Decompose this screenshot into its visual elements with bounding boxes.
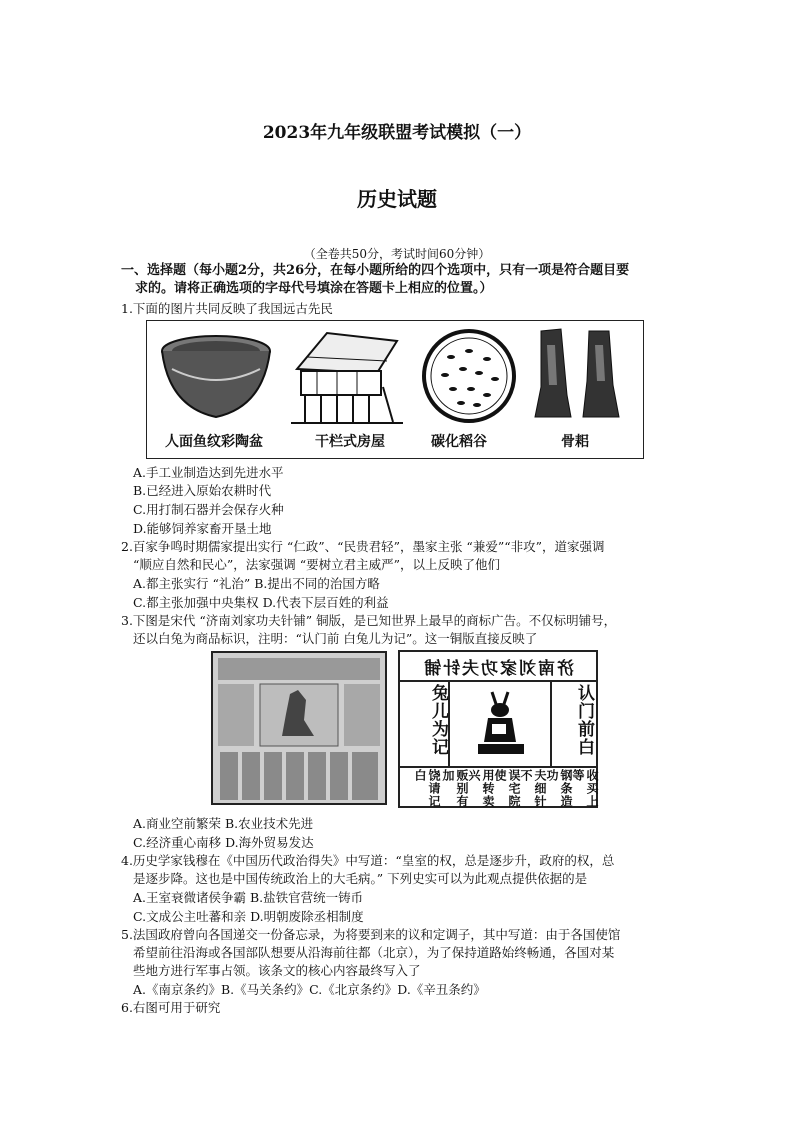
plate-bottom-col: 用转卖兴: [467, 769, 495, 808]
copper-plate-transcription: [398, 650, 598, 808]
q3-options-line1: A.商业空前繁荣 B.农业技术先进: [133, 816, 314, 831]
q6-stem: 6.右图可用于研究: [121, 1000, 221, 1015]
q2-stem-line2: “顺应自然和民心”，法家强调 “要树立君主威严”，以上反映了他们: [133, 557, 501, 572]
plate-bottom-col: 贩别有加: [441, 769, 469, 808]
plate-bottom-col: 误宅院使: [493, 769, 521, 808]
plate-bottom-box: [400, 766, 599, 808]
stilt-house-image: [287, 327, 407, 427]
q1-option-d: D.能够饲养家畜开垦土地: [133, 521, 272, 536]
caption-rice: 碳化稻谷: [431, 434, 487, 450]
q5-stem-line2: 希望前往沿海或各国部队想要从沿海前往都（北京），为了保持道路始终畅通，各国对某: [133, 945, 615, 960]
q4-options-line2: C.文成公主吐蕃和亲 D.明朝废除丞相制度: [133, 909, 364, 924]
q2-options-line2: C.都主张加强中央集权 D.代表下层百姓的利益: [133, 595, 389, 610]
carbonized-rice-image: [417, 327, 521, 425]
plate-header-box: [400, 652, 596, 682]
q2-options-line1: A.都主张实行 “礼治” B.提出不同的治国方略: [133, 576, 380, 591]
q1-option-b: B.已经进入原始农耕时代: [133, 483, 272, 498]
q1-figure: [146, 320, 644, 459]
exam-title: 2023年九年级联盟考试模拟（一）: [262, 123, 532, 143]
white-rabbit-icon: [474, 688, 528, 760]
q5-options: A.《南京条约》B.《马关条约》C.《北京条约》D.《辛丑条约》: [133, 982, 486, 997]
painted-pottery-basin-image: [157, 329, 275, 425]
q3-stem-line1: 3.下图是宋代 “济南刘家功夫针铺” 铜版，是已知世界上最早的商标广告。不仅标明铺号，: [121, 613, 617, 628]
exam-note: （全卷共50分，考试时间60分钟）: [303, 247, 491, 261]
q2-stem-line1: 2.百家争鸣时期儒家提出实行 “仁政”、“民贵君轻”，墨家主张 “兼爱”“非攻”，道家强调: [121, 539, 605, 554]
q3-options-line2: C.经济重心南移 D.海外贸易发达: [133, 835, 314, 850]
plate-right-text: 认门前白: [574, 684, 594, 756]
caption-stilt-house: 干栏式房屋: [315, 434, 385, 450]
copper-plate-rubbing-image: [210, 650, 388, 806]
exam-subject: 历史试题: [357, 187, 437, 211]
caption-bone-spade: 骨耜: [561, 434, 589, 450]
q5-stem-line1: 5.法国政府曾向各国递交一份备忘录，为将要到来的议和定调子，其中写道：由于各国使馆: [121, 927, 621, 942]
section-heading: [121, 262, 681, 298]
q1-option-c: C.用打制石器并会保存火种: [133, 502, 284, 517]
q4-options-line1: A.王室衰微诸侯争霸 B.盐铁官营统一铸币: [133, 890, 364, 905]
q4-stem-line1: 4.历史学家钱穆在《中国历代政治得失》中写道：“皇室的权，总是逐步升，政府的权，总: [121, 853, 615, 868]
q5-stem-line3: 些地方进行军事占领。该条文的核心内容最终写入了: [133, 963, 421, 978]
section-heading-line1: 一、选择题（每小题2分，共26分，在每小题所给的四个选项中，只有一项是符合题目要: [121, 263, 630, 278]
section-heading-line2: 求的。请将正确选项的字母代号填涂在答题卡上相应的位置。）: [135, 281, 493, 296]
q1-stem: 1.下面的图片共同反映了我国远古先民: [121, 301, 333, 316]
q3-stem-line2: 还以白兔为商品标识，注明：“认门前 白兔儿为记”。这一铜版直接反映了: [133, 631, 538, 646]
plate-bottom-col: 收买上等: [571, 769, 599, 808]
plate-bottom-col: 饶请记白: [413, 769, 441, 808]
plate-bottom-col: 钢条造功: [545, 769, 573, 808]
plate-header-text: 济南刘家功夫针铺: [422, 658, 574, 679]
plate-left-text: 兔儿为记: [428, 684, 448, 756]
q4-stem-line2: 是逐步降。这也是中国传统政治上的大毛病。” 下列史实可以为此观点提供依据的是: [133, 871, 588, 886]
q1-option-a: A.手工业制造达到先进水平: [133, 465, 284, 480]
caption-pottery: 人面鱼纹彩陶盆: [165, 434, 263, 450]
rabbit-emblem-box: [448, 682, 552, 766]
bone-spade-image: [527, 325, 635, 425]
plate-bottom-col: 夫细针不: [519, 769, 547, 808]
